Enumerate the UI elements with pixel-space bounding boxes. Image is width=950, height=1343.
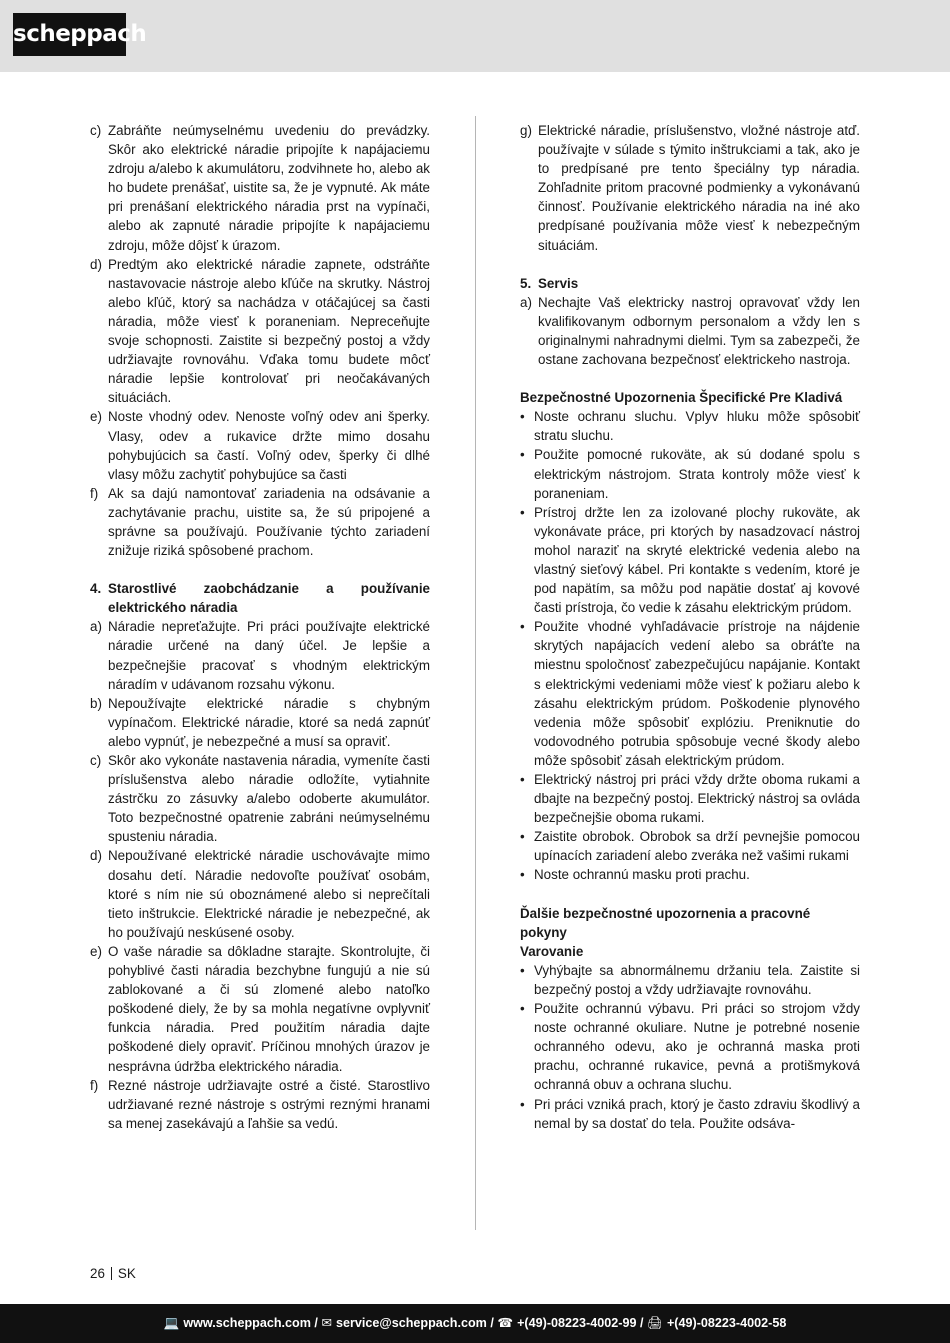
bullet-marker: • <box>520 1001 525 1017</box>
website-link[interactable]: www.scheppach.com / <box>183 1316 318 1330</box>
item-marker: c) <box>90 123 102 138</box>
list-item <box>90 617 430 693</box>
item-marker: 5. <box>520 275 532 291</box>
bullet-marker: • <box>520 1096 525 1112</box>
item-text: Nepoužívajte elektrické náradie s chybným vypínačom. Elektrické náradie, ktoré sa nedá zapnúť alebo vypnúť, je nebezpečné a musí sa opraviť. <box>108 695 430 749</box>
list-item <box>90 255 430 408</box>
numbered-section-heading <box>90 579 430 617</box>
bullet-marker: • <box>520 619 525 635</box>
item-text: Použite vhodné vyhľadávacie prístroje na nájdenie skrytých napájacích vedení alebo sa obráťte na miestnu spoločnosť zabezpečujúcu napájanie. Kontakt s elektrickými vedeniami môže viesť k požiaru alebo k zásahu elektrickým prúdom. Poškodenie plynového vedenia môže spôsobiť explóziu. Preniknutie do vodovodného potrubia spôsobuje vecné škody alebo môže spôsobiť zásah elektrickým prúdom. <box>534 619 860 768</box>
spacer <box>520 885 860 904</box>
list-item <box>90 846 430 941</box>
item-text: Predtým ako elektrické náradie zapnete, odstráňte nastavovacie nástroje alebo kľúče na skrutky. Nástroj alebo kľúč, ktorý sa nachádza v otáčajúcej sa časti náradia, môže viesť k poraneniam. Nepreceňujte svoje schopnosti. Zaistite si bezpečný postoj a vždy udržiavajte rovnováhu. Vďaka tomu budete môcť náradie lepšie kontrolovať pri neočakávaných situáciách. <box>108 256 430 406</box>
bullet-item <box>520 407 860 445</box>
item-text: Nechajte Vaš elektricky nastroj opravovať vždy len kvalifikovanym odbornym personalom a vždy len s originalnymi nahradnymi dielmi. Tym sa zabezpeči, že ostane zachovana bezpečnosť elektrickeho nastroja. <box>538 294 860 368</box>
fax-number: +(49)-08223-4002-58 <box>666 1316 787 1330</box>
bullet-item <box>520 445 860 502</box>
item-text: Prístroj držte len za izolované plochy rukoväte, ak vykonávate práce, pri ktorých by nasadzovací nástroj mohol naraziť na skryté elektrické vedenia alebo na vlastný sieťový kábel. Pri kontakte s vedením, ktoré je pod napätím, sa môžu pod napätie dostať aj kovové časti prístroja, čo vedie k zásahu elektrickým prúdom. <box>534 504 860 616</box>
bullet-marker: • <box>520 867 525 883</box>
brand-logo: scheppach <box>13 13 126 56</box>
bullet-item <box>520 999 860 1094</box>
item-marker: g) <box>520 123 532 138</box>
item-marker: a) <box>90 619 102 635</box>
bullet-item <box>520 617 860 770</box>
item-text: Noste ochrannú masku proti prachu. <box>534 867 750 883</box>
bullet-marker: • <box>520 772 525 787</box>
bullet-item <box>520 770 860 827</box>
numbered-section-heading <box>520 274 860 293</box>
spacer <box>520 369 860 388</box>
item-text: Elektrický nástroj pri práci vždy držte oboma rukami a dbajte na bezpečný postoj. Elektrický nástroj sa ovláda bezpečnejšie oboma rukami. <box>534 772 860 826</box>
item-text: Elektrické náradie, príslušenstvo, vložné nástroje atď. používajte v súlade s týmito inštrukciami a tak, ako je to predpísané pre tento špeciálny typ náradia. Zohľadnite pritom pracovné podmienky a vykonávanú činnosť. Používanie elektrického náradia na iné ako predpísané používania môže viesť k nebezpečným situáciám. <box>538 123 860 253</box>
page-number: 26 <box>90 1266 105 1281</box>
item-text: Použite pomocné rukoväte, ak sú dodané spolu s elektrickým nástrojom. Strata kontroly môže viesť k poraneniam. <box>534 447 860 501</box>
list-item <box>90 694 430 751</box>
list-item <box>90 1076 430 1133</box>
list-item <box>520 121 860 255</box>
email-link[interactable]: service@scheppach.com / <box>336 1316 494 1330</box>
bullet-item <box>520 1095 860 1133</box>
item-text: Použite ochrannú výbavu. Pri práci so strojom vždy noste ochranné okuliare. Nutne je potrebné nosenie ochranného odevu, ako je ochranná maska proti prachu, ochranné rukavice, pevná a protišmyková ochranná obuv a ochrana sluchu. <box>534 1001 860 1093</box>
monitor-icon: 💻 <box>163 1316 180 1330</box>
footer-separator <box>111 1267 112 1280</box>
item-text: O vaše náradie sa dôkladne starajte. Skontrolujte, či pohyblivé časti náradia bezchybne fungujú a nie sú zablokované a či sú zlomené alebo natoľko poškodené diely, že by sa mohla negatívne ovplyvniť funkcia náradia. Pred použitím náradia dajte poškodené diely opraviť. Príčinou mnohých úrazov je nesprávna údržba elektrického náradia. <box>108 943 430 1074</box>
item-text: Rezné nástroje udržiavajte ostré a čisté. Starostlivo udržiavané rezné nástroje s ostrými reznými hranami sa menej zasekávajú a ľahšie sa vedú. <box>108 1077 430 1131</box>
list-item <box>90 751 430 846</box>
item-text: Servis <box>538 275 579 291</box>
bullet-marker: • <box>520 409 525 425</box>
bullet-item <box>520 961 860 999</box>
list-item <box>520 293 860 369</box>
bullet-item <box>520 865 860 884</box>
bullet-marker: • <box>520 829 525 845</box>
item-text: Vyhýbajte sa abnormálnemu držaniu tela. Zaistite si bezpečný postoj a vždy udržiavajte rovnováhu. <box>534 962 860 997</box>
item-text: Zabráňte neúmyselnému uvedeniu do prevádzky. Skôr ako elektrické náradie pripojíte k napájaciemu zdroju a/alebo k akumulátoru, zodvihnete ho, alebo ak ho budete prenášať, uistite sa, že je vypnuté. Ak máte pri prenášaní elektrického náradia prst na vypínači, alebo ak zapnuté náradie pripojíte k napájaciemu zdroju, môže dôjsť k úrazom. <box>108 123 430 253</box>
item-marker: e) <box>90 409 102 425</box>
item-marker: b) <box>90 695 102 711</box>
bullet-marker: • <box>520 447 525 463</box>
item-text: Pri práci vzniká prach, ktorý je často zdraviu škodlivý a nemal by sa dostať do tela. Použite odsáva- <box>534 1096 860 1131</box>
item-text: Ak sa dajú namontovať zariadenia na odsávanie a zachytávanie prachu, uistite sa, že sú pripojené a správne sa používajú. Používanie týchto zariadení znižuje riziká spôsobené prachom. <box>108 485 430 559</box>
item-text: Noste ochranu sluchu. Vplyv hluku môže spôsobiť stratu sluchu. <box>534 409 860 444</box>
bullet-marker: • <box>520 962 525 978</box>
contact-bar <box>0 1304 950 1343</box>
item-text: Nepoužívané elektrické náradie uschovávajte mimo dosahu detí. Náradie nedovoľte používať osobám, ktoré s ním nie sú oboznámené alebo si neprečítali tieto inštrukcie. Elektrické náradie je nebezpečné, ak ho používajú neskúsené osoby. <box>108 848 430 940</box>
list-item <box>90 484 430 560</box>
item-marker: a) <box>520 294 532 310</box>
section-heading: Varovanie <box>520 943 584 959</box>
column-divider <box>475 116 476 1230</box>
item-marker: d) <box>90 848 102 864</box>
phone-icon: ☎ <box>497 1316 514 1330</box>
item-marker: f) <box>90 485 99 501</box>
list-item <box>90 407 430 483</box>
item-marker: 4. <box>90 581 102 597</box>
bullet-marker: • <box>520 504 525 520</box>
item-marker: d) <box>90 256 102 272</box>
item-text: Náradie nepreťažujte. Pri práci používajte elektrické náradie určené na daný účel. Je lepšie a bezpečnejšie pracovať s vhodným elektrickým náradím v udávanom rozsahu výkonu. <box>108 619 430 692</box>
item-marker: e) <box>90 943 102 959</box>
left-column <box>90 121 430 1133</box>
bullet-item <box>520 827 860 865</box>
phone-number: +(49)-08223-4002-99 / <box>517 1316 644 1330</box>
item-text: Starostlivé zaobchádzanie a používanie elektrického náradia <box>108 581 430 616</box>
item-text: Zaistite obrobok. Obrobok sa drží pevnejšie pomocou upínacích zariadení alebo zveráka než vašimi rukami <box>534 829 860 864</box>
page-header <box>0 0 950 72</box>
list-item <box>90 121 430 255</box>
item-marker: c) <box>90 753 102 768</box>
language-code: SK <box>117 1266 136 1281</box>
section-heading: Bezpečnostné Upozornenia Špecifické Pre Kladivá <box>520 390 843 406</box>
mail-icon: ✉ <box>321 1316 332 1330</box>
right-column <box>520 121 860 1133</box>
item-text: Noste vhodný odev. Nenoste voľný odev ani šperky. Vlasy, odev a rukavice držte mimo dosahu pohybujúcich sa častí. Voľný odev, šperky či dlhé vlasy môžu zachytiť pohybujúce sa časti <box>108 409 430 482</box>
item-text: Skôr ako vykonáte nastavenia náradia, vymeníte časti príslušenstva alebo náradie odložíte, vytiahnite zástrčku zo zásuvky a/alebo odoberte akumulátor. Toto bezpečnostné opatrenie zabráni neúmyselnému spusteniu náradia. <box>108 753 430 845</box>
bullet-item <box>520 503 860 618</box>
item-marker: f) <box>90 1077 99 1093</box>
list-item <box>90 942 430 1076</box>
section-heading: Ďalšie bezpečnostné upozornenia a pracovné pokyny <box>520 905 811 940</box>
fax-icon: 🖨 <box>646 1316 663 1330</box>
spacer <box>520 255 860 274</box>
page-footer <box>90 1266 136 1282</box>
spacer <box>90 560 430 579</box>
